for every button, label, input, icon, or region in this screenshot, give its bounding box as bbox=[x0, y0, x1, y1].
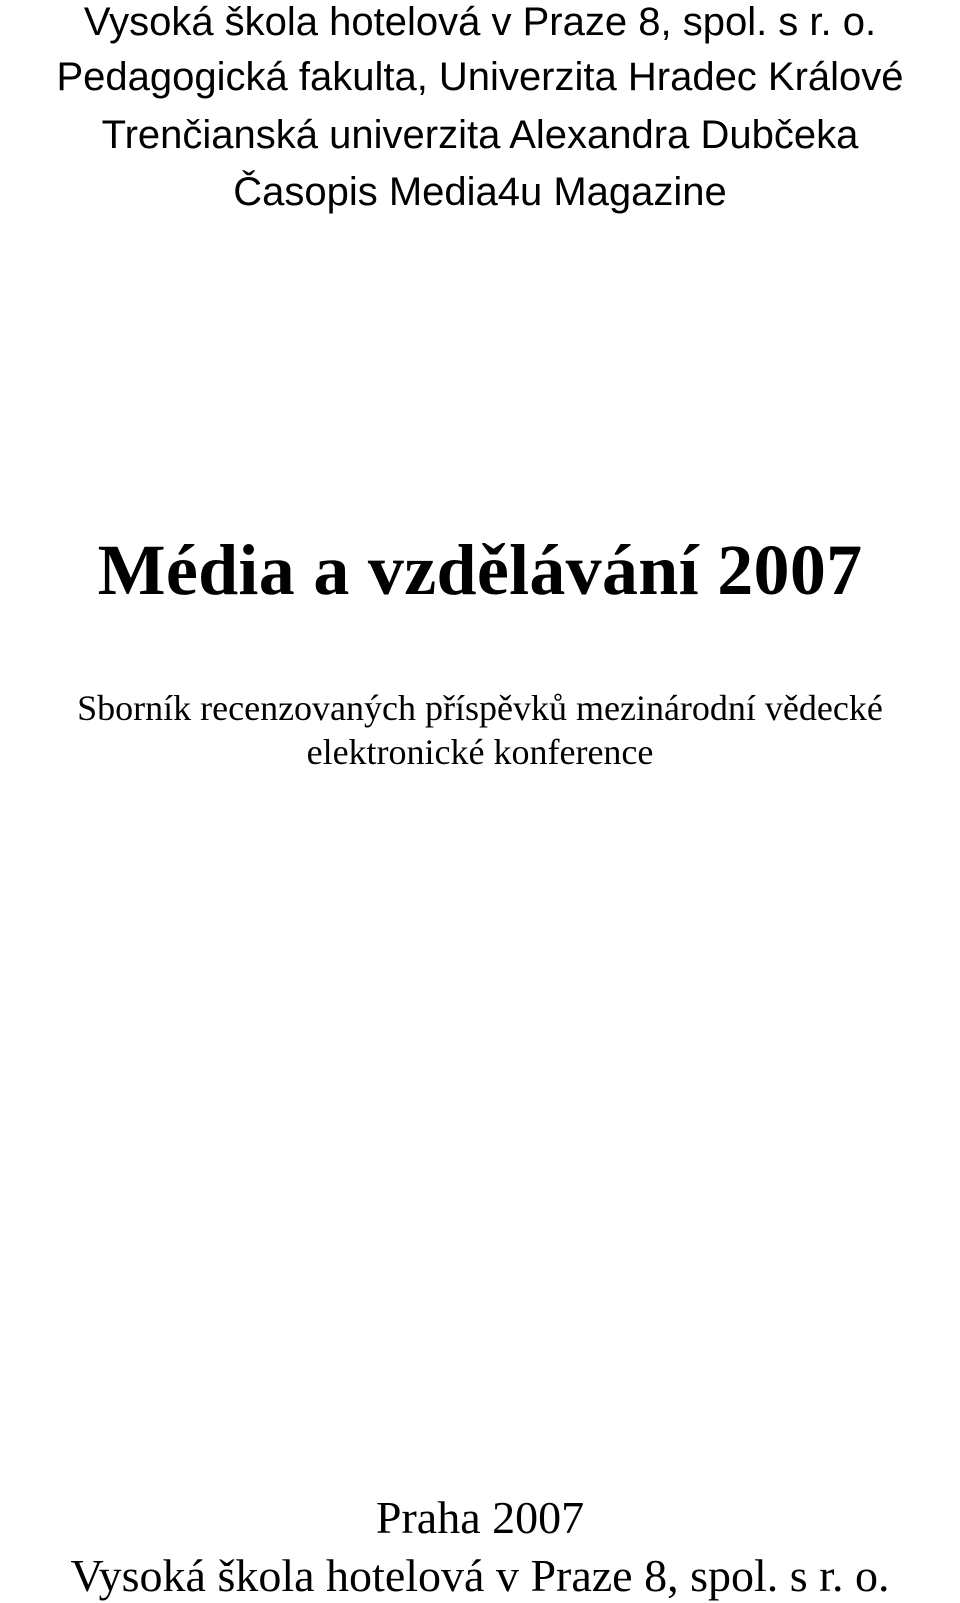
subtitle-line: Sborník recenzovaných příspěvků mezinárodní vědecké bbox=[77, 688, 883, 728]
document-title: Média a vzdělávání 2007 bbox=[97, 530, 863, 610]
organizer-line: Časopis Media4u Magazine bbox=[233, 170, 727, 214]
subtitle-line: elektronické konference bbox=[306, 732, 654, 772]
organizer-line: Vysoká škola hotelová v Praze 8, spol. s r. o. bbox=[83, 0, 877, 44]
organizer-line: Trenčianská univerzita Alexandra Dubčeka bbox=[101, 113, 859, 157]
publisher-name: Vysoká škola hotelová v Praze 8, spol. s r. o. bbox=[70, 1550, 890, 1601]
place-and-year: Praha 2007 bbox=[375, 1492, 585, 1543]
organizer-line: Pedagogická fakulta, Univerzita Hradec Králové bbox=[56, 55, 904, 99]
